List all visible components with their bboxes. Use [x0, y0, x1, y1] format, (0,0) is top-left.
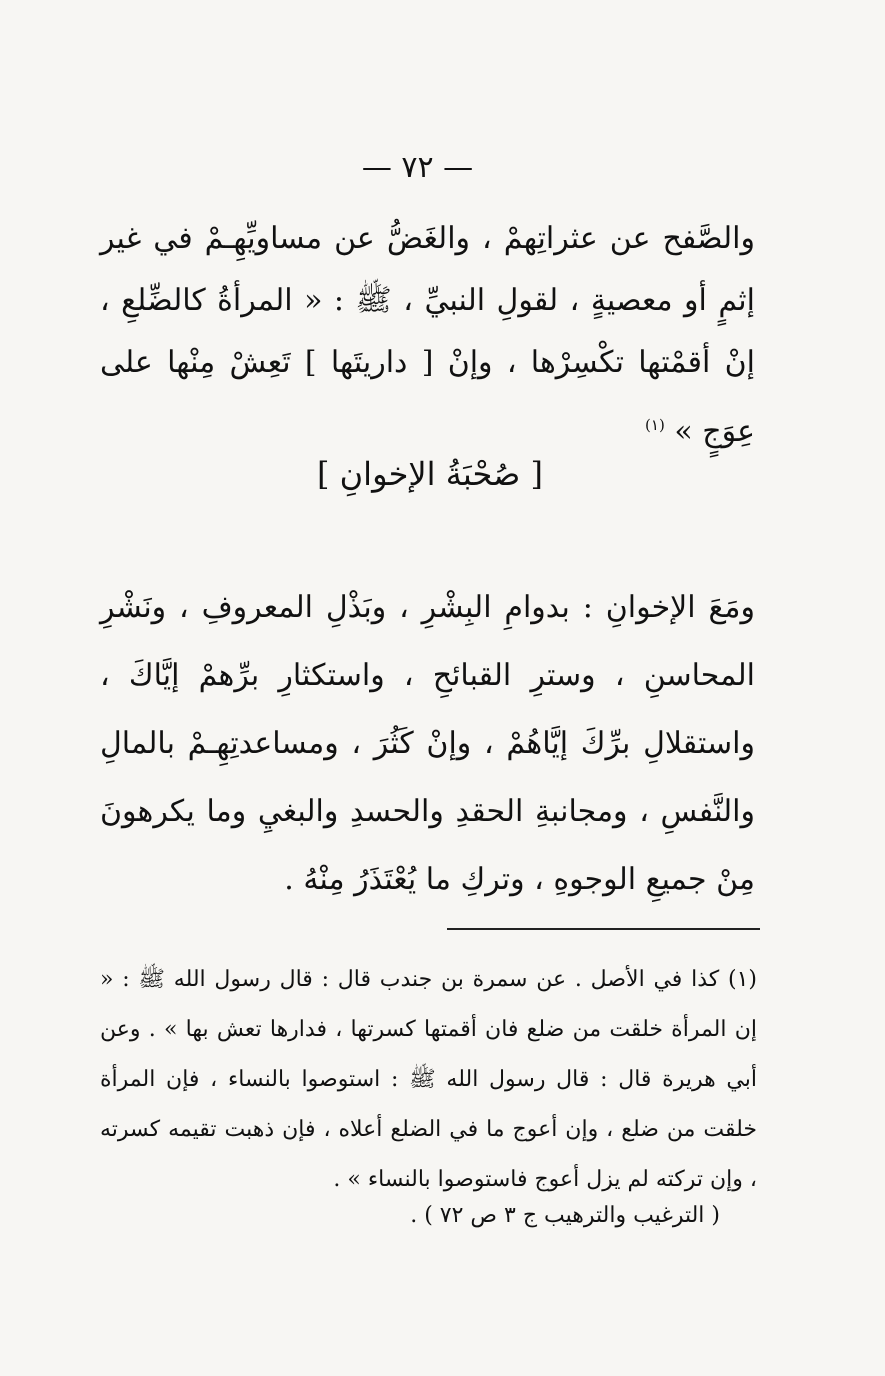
footnote-divider: [447, 928, 760, 930]
footnote-reference: (١): [645, 416, 665, 434]
footnote-source: ( الترغيب والترهيب ج ٣ ص ٧٢ ) .: [410, 1203, 720, 1228]
page-number: — ٧٢ —: [361, 150, 474, 185]
top-paragraph: [100, 208, 755, 463]
section-heading: [ صُحْبَةُ الإخوانِ ]: [317, 455, 543, 493]
top-paragraph-text: والصَّفح عن عثراتِهمْ ، والغَضُّ عن مساويِّهِـمْ في غير إثمٍ أو معصيةٍ ، لقولِ النبيِّ ، ﷺ : « المرأةُ كالضِّلعِ ، إنْ أقمْتها تكْسِرْها ، وإنْ [ داريتَها ] تَعِشْ مِنْها على عِوَجٍ »: [100, 221, 755, 449]
footnote-text: (١) كذا في الأصل . عن سمرة بن جندب قال : قال رسول الله ﷺ : « إن المرأة خلقت من ضلع فان أقمتها كسرتها ، فدارها تعش بها » . وعن أبي هريرة قال : قال رسول الله ﷺ : استوصوا بالنساء ، فإن المرأة خلقت من ضلع ، وإن أعوج ما في الضلع أعلاه ، فإن ذهبت تقيمه كسرته ، وإن تركته لم يزل أعوج فاستوصوا بالنساء » .: [100, 967, 757, 1192]
main-paragraph: ومَعَ الإخوانِ : بدوامِ البِشْرِ ، وبَذْلِ المعروفِ ، ونَشْرِ المحاسنِ ، وسترِ القبائحِ ، واستكثارِ برِّهمْ إيَّاكَ ، واستقلالِ برِّكَ إيَّاهُمْ ، وإنْ كَثُرَ ، ومساعدتِهِـمْ بالمالِ والنَّفسِ ، ومجانبةِ الحقدِ والحسدِ والبغيِ وما يكرهونَ مِنْ جميعِ الوجوهِ ، وتركِ ما يُعْتَذَرُ مِنْهُ .: [100, 590, 755, 897]
